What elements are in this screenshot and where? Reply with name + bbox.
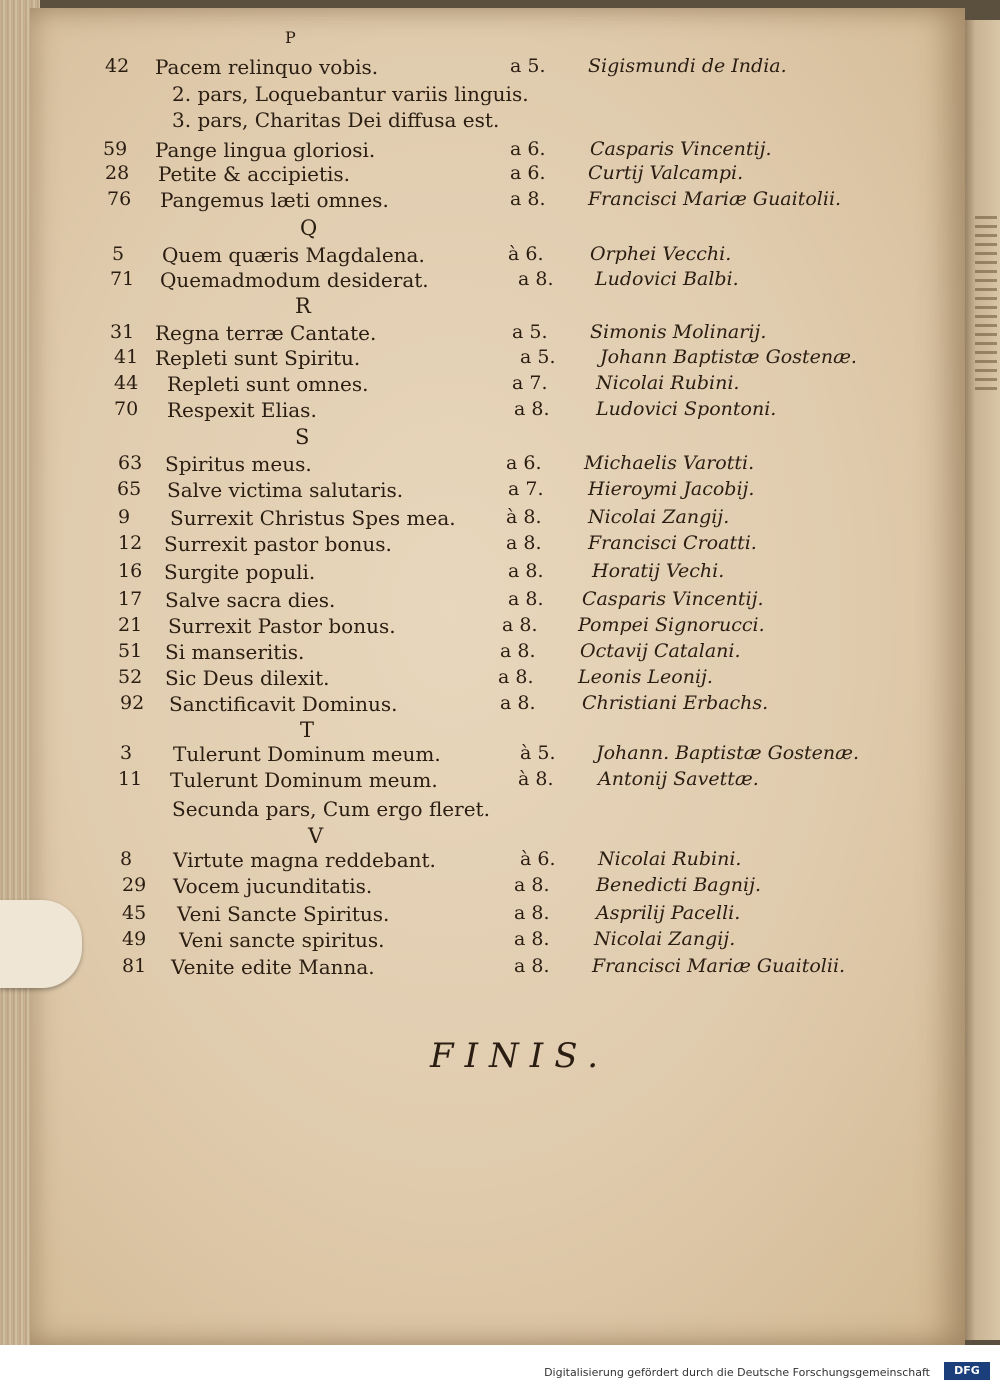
entry-composer: Christiani Erbachs.	[582, 692, 769, 714]
entry-title: Veni Sancte Spiritus.	[177, 902, 390, 926]
entry-voices: a 5.	[512, 321, 548, 343]
entry-number: 49	[122, 928, 147, 950]
entry-title: Surrexit Christus Spes mea.	[170, 506, 456, 530]
entry-title: Pangemus læti omnes.	[160, 188, 389, 212]
entry-composer: Ludovici Spontoni.	[596, 398, 777, 420]
entry-voices: a 8.	[514, 398, 550, 420]
entry-number: 63	[118, 452, 143, 474]
section-letter: V	[308, 824, 324, 848]
dfg-logo: DFG	[944, 1362, 990, 1380]
entry-voices: a 8.	[514, 902, 550, 924]
entry-voices: a 6.	[510, 138, 546, 160]
entry-title: Salve sacra dies.	[165, 588, 336, 612]
entry-voices: à 8.	[506, 506, 542, 528]
entry-composer: Simonis Molinarij.	[590, 321, 767, 343]
entry-voices: a 8.	[508, 588, 544, 610]
entry-number: 41	[114, 346, 139, 368]
entry-number: 71	[110, 268, 135, 290]
entry-title: Veni sancte spiritus.	[179, 928, 385, 952]
entry-voices: a 8.	[500, 640, 536, 662]
entry-composer: Pompei Signorucci.	[578, 614, 765, 636]
entry-composer: Antonij Savettæ.	[598, 768, 759, 790]
entry-voices: a 8.	[506, 532, 542, 554]
entry-voices: a 6.	[506, 452, 542, 474]
entry-composer: Octavij Catalani.	[580, 640, 741, 662]
entry-number: 28	[105, 162, 130, 184]
entry-composer: Sigismundi de India.	[588, 55, 787, 77]
finis-heading: FINIS.	[430, 1036, 610, 1076]
entry-title: Pacem relinquo vobis.	[155, 55, 379, 79]
entry-composer: Ludovici Balbi.	[595, 268, 739, 290]
entry-voices: a 8.	[500, 692, 536, 714]
entry-voices: a 5.	[520, 346, 556, 368]
entry-title: Repleti sunt Spiritu.	[155, 346, 361, 370]
entry-title: Regna terræ Cantate.	[155, 321, 377, 345]
entry-voices: a 8.	[518, 268, 554, 290]
entry-voices: à 5.	[520, 742, 556, 764]
entry-voices: a 8.	[502, 614, 538, 636]
entry-number: 81	[122, 955, 147, 977]
entry-composer: Francisci Mariæ Guaitolii.	[592, 955, 846, 977]
entry-composer: Casparis Vincentij.	[582, 588, 764, 610]
entry-title: Quemadmodum desiderat.	[160, 268, 429, 292]
entry-number: 42	[105, 55, 130, 77]
section-letter: Q	[300, 216, 318, 240]
entry-title: Sic Deus dilexit.	[165, 666, 330, 690]
entry-number: 51	[118, 640, 143, 662]
entry-number: 52	[118, 666, 143, 688]
entry-number: 16	[118, 560, 143, 582]
entry-title: Virtute magna reddebant.	[173, 848, 436, 872]
entry-title: Tulerunt Dominum meum.	[170, 768, 438, 792]
entry-number: 12	[118, 532, 143, 554]
section-letter: T	[300, 718, 315, 742]
section-letter: R	[295, 294, 311, 318]
entry-number: 44	[114, 372, 139, 394]
entry-composer: Curtij Valcampi.	[588, 162, 744, 184]
entry-title: Petite & accipietis.	[158, 162, 351, 186]
entry-title: 2. pars, Loquebantur variis linguis.	[172, 82, 529, 106]
entry-title: Repleti sunt omnes.	[167, 372, 369, 396]
entry-title: Pange lingua gloriosi.	[155, 138, 376, 162]
entry-composer: Nicolai Rubini.	[598, 848, 742, 870]
entry-number: 76	[107, 188, 132, 210]
entry-title: Tulerunt Dominum meum.	[173, 742, 441, 766]
entry-title: Secunda pars, Cum ergo fleret.	[172, 797, 490, 821]
entry-composer: Nicolai Zangij.	[588, 506, 730, 528]
footer-credit: Digitalisierung gefördert durch die Deutsche Forschungsgemeinschaft	[544, 1366, 930, 1379]
entry-composer: Francisci Croatti.	[588, 532, 757, 554]
entry-voices: a 8.	[510, 188, 546, 210]
entry-title: Surgite populi.	[164, 560, 316, 584]
entry-voices: a 8.	[514, 874, 550, 896]
entry-number: 9	[118, 506, 131, 528]
entry-composer: Johann. Baptistæ Gostenæ.	[596, 742, 860, 764]
entry-voices: a 7.	[512, 372, 548, 394]
entry-voices: a 8.	[498, 666, 534, 688]
section-letter: S	[295, 425, 310, 449]
entry-title: Respexit Elias.	[167, 398, 317, 422]
entry-number: 21	[118, 614, 143, 636]
entry-title: Surrexit Pastor bonus.	[168, 614, 396, 638]
entry-number: 29	[122, 874, 147, 896]
entry-title: Vocem jucunditatis.	[173, 874, 373, 898]
entry-title: 3. pars, Charitas Dei diffusa est.	[172, 108, 500, 132]
entry-title: Surrexit pastor bonus.	[164, 532, 392, 556]
entry-composer: Orphei Vecchi.	[590, 243, 732, 265]
entry-number: 45	[122, 902, 147, 924]
entry-composer: Benedicti Bagnij.	[596, 874, 762, 896]
entry-voices: a 8.	[508, 560, 544, 582]
entry-title: Spiritus meus.	[165, 452, 312, 476]
entry-composer: Nicolai Rubini.	[596, 372, 740, 394]
entry-composer: Michaelis Varotti.	[584, 452, 755, 474]
entry-number: 17	[118, 588, 143, 610]
entry-number: 3	[120, 742, 133, 764]
entry-number: 11	[118, 768, 143, 790]
entry-number: 31	[110, 321, 135, 343]
entry-voices: a 5.	[510, 55, 546, 77]
entry-voices: à 8.	[518, 768, 554, 790]
entry-composer: Leonis Leonij.	[578, 666, 713, 688]
entry-voices: a 8.	[514, 928, 550, 950]
page-tab-marker	[0, 900, 82, 988]
entry-voices: a 6.	[510, 162, 546, 184]
entry-composer: Nicolai Zangij.	[594, 928, 736, 950]
entry-voices: à 6.	[508, 243, 544, 265]
entry-composer: Hieroymi Jacobij.	[588, 478, 755, 500]
entry-number: 70	[114, 398, 139, 420]
entry-composer: Johann Baptistæ Gostenæ.	[600, 346, 857, 368]
entry-title: Sanctificavit Dominus.	[169, 692, 398, 716]
entry-number: 59	[103, 138, 128, 160]
entry-voices: a 8.	[514, 955, 550, 977]
entry-title: Salve victima salutaris.	[167, 478, 404, 502]
entry-title: Si manseritis.	[165, 640, 305, 664]
entry-voices: à 6.	[520, 848, 556, 870]
entry-voices: a 7.	[508, 478, 544, 500]
section-letter: P	[285, 28, 296, 47]
ornament-border	[975, 210, 997, 390]
entry-composer: Asprilij Pacelli.	[596, 902, 741, 924]
entry-number: 92	[120, 692, 145, 714]
entry-number: 5	[112, 243, 125, 265]
entry-composer: Horatij Vechi.	[592, 560, 725, 582]
entry-composer: Casparis Vincentij.	[590, 138, 772, 160]
entry-number: 8	[120, 848, 133, 870]
entry-number: 65	[117, 478, 142, 500]
entry-title: Venite edite Manna.	[171, 955, 375, 979]
entry-composer: Francisci Mariæ Guaitolii.	[588, 188, 842, 210]
entry-title: Quem quæris Magdalena.	[162, 243, 425, 267]
